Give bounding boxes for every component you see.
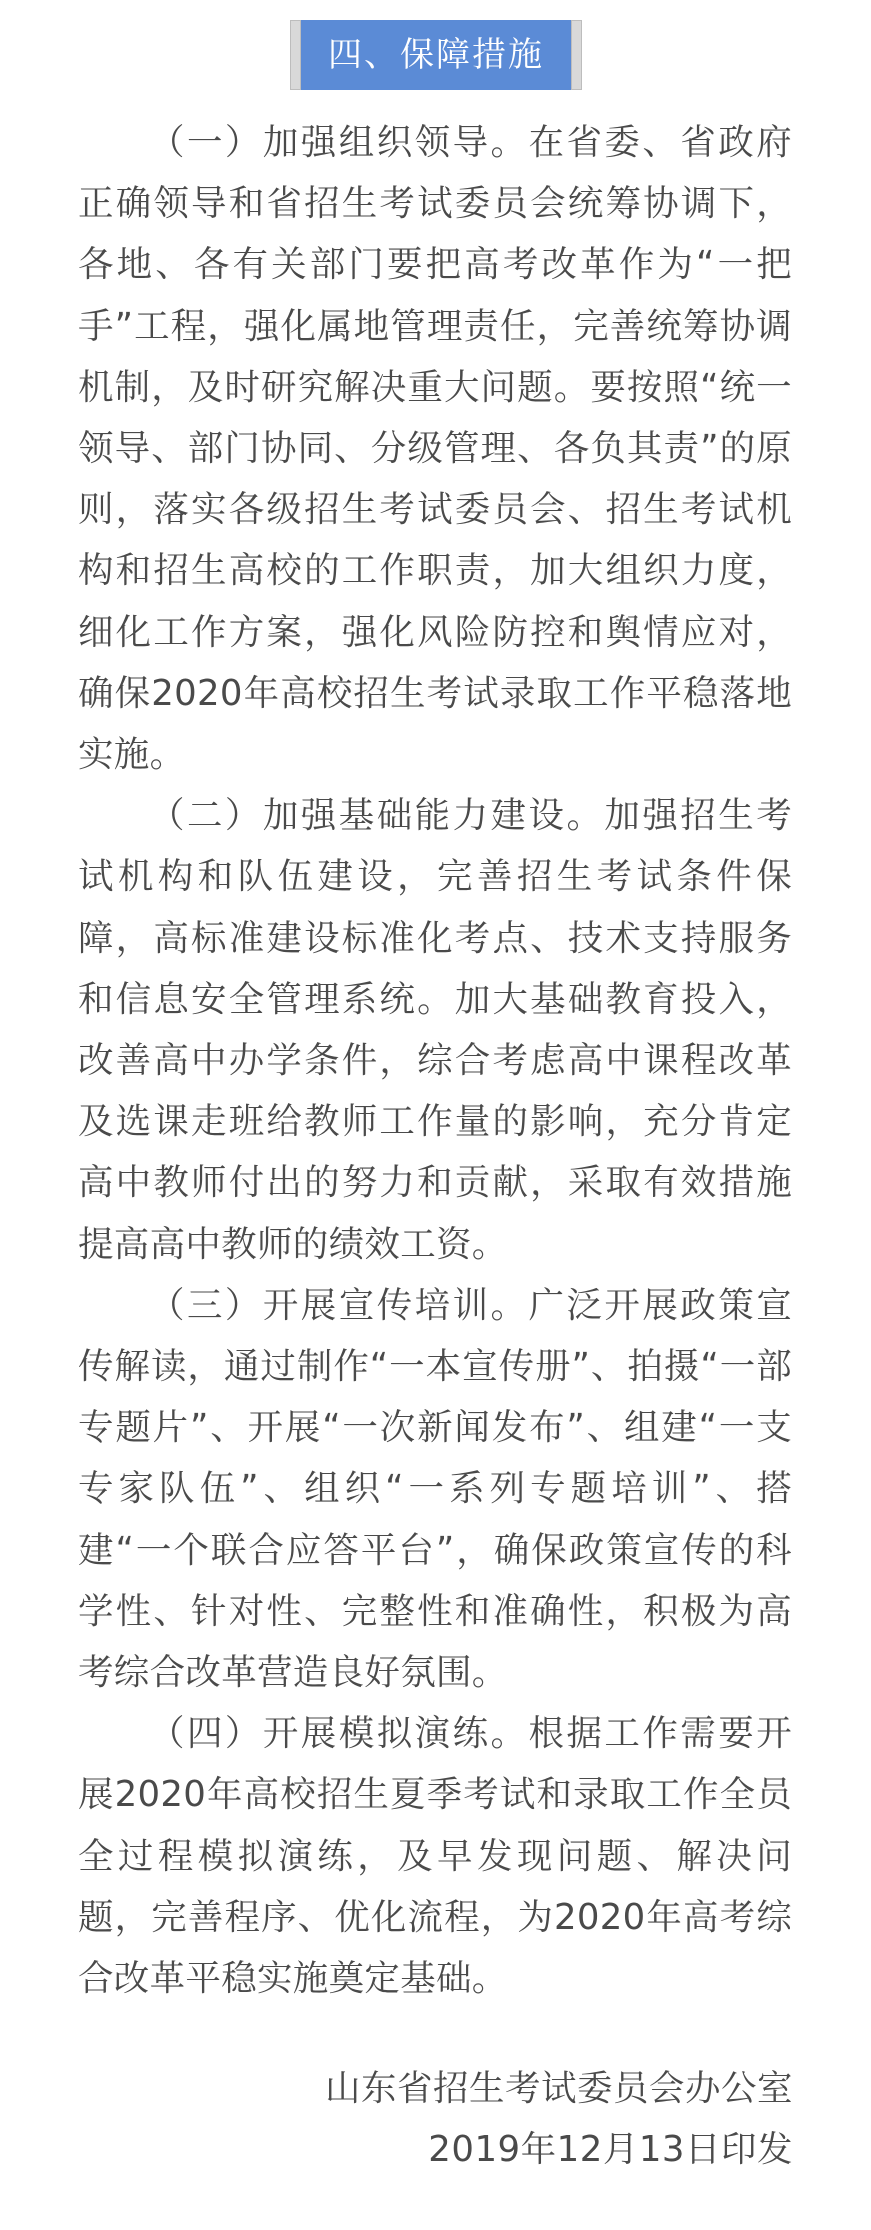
issuing-organization: 山东省招生考试委员会办公室 bbox=[324, 2068, 793, 2109]
paragraph-publicity-training: （三）开展宣传培训。广泛开展政策宣传解读，通过制作“一本宣传册”、拍摄“一部专题片”、开展“一次新闻发布”、组建“一支专家队伍”、组织“一系列专题培训”、搭建“一个联合应答平台”，确保政策宣传的科学性、针对性、完整性和准确性，积极为高考综合改革营造良好氛围。 bbox=[78, 1284, 792, 1694]
section-header bbox=[0, 20, 871, 90]
paragraph-organization: （一）加强组织领导。在省委、省政府正确领导和省招生考试委员会统筹协调下，各地、各有关部门要把高考改革作为“一把手”工程，强化属地管理责任，完善统筹协调机制，及时研究解决重大问题。要按照“统一领导、部门协同、分级管理、各负其责”的原则，落实各级招生考试委员会、招生考试机构和招生高校的工作职责，加大组织力度，细化工作方案，强化风险防控和舆情应对，确保2020年高校招生考试录取工作平稳落地实施。 bbox=[78, 122, 792, 776]
paragraph-simulation-drill: （四）开展模拟演练。根据工作需要开展2020年高校招生夏季考试和录取工作全员全过程模拟演练，及早发现问题、解决问题，完善程序、优化流程，为2020年高考综合改革平稳实施奠定基础。 bbox=[78, 1713, 792, 2000]
article-body bbox=[78, 112, 792, 2009]
section-title: 四、保障措施 bbox=[328, 35, 544, 75]
paragraph-capacity-building: （二）加强基础能力建设。加强招生考试机构和队伍建设，完善招生考试条件保障，高标准建设标准化考点、技术支持服务和信息安全管理系统。加大基础教育投入，改善高中办学条件，综合考虑高中课程改革及选课走班给教师工作量的影响，充分肯定高中教师付出的努力和贡献，采取有效措施提高高中教师的绩效工资。 bbox=[78, 795, 792, 1265]
issue-date: 2019年12月13日印发 bbox=[428, 2129, 793, 2170]
signature-block bbox=[325, 2058, 793, 2180]
